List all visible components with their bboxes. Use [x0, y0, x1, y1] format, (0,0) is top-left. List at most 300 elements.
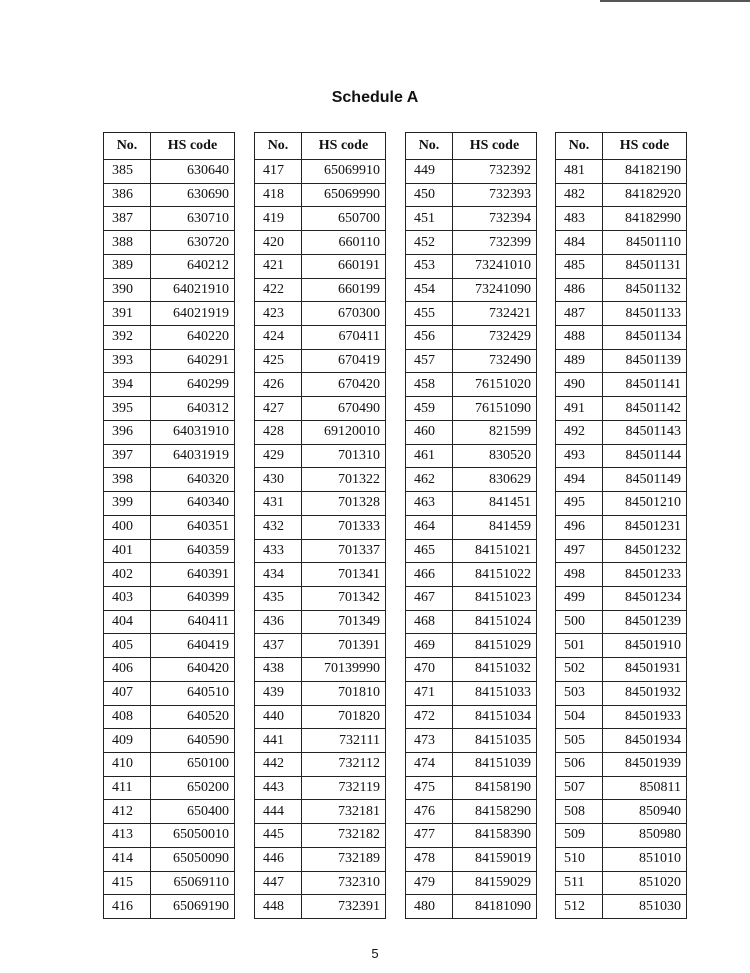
table-row [556, 658, 687, 682]
hs-code-cell: 640212 [151, 254, 235, 278]
row-number-cell: 460 [406, 420, 453, 444]
table-row [406, 231, 537, 255]
table-row [255, 302, 386, 326]
table-row [255, 468, 386, 492]
row-number-cell: 475 [406, 776, 453, 800]
hs-code-cell: 84501143 [603, 420, 687, 444]
row-number-cell: 405 [104, 634, 151, 658]
hs-code-cell: 640320 [151, 468, 235, 492]
hs-code-cell: 84151023 [453, 586, 537, 610]
hs-code-cell: 650400 [151, 800, 235, 824]
row-number-cell: 495 [556, 492, 603, 516]
table-row [255, 492, 386, 516]
hs-code-cell: 640340 [151, 492, 235, 516]
hs-code-cell: 84151021 [453, 539, 537, 563]
page-title: Schedule A [331, 89, 419, 106]
table-row [104, 539, 235, 563]
hs-code-cell: 65069190 [151, 895, 235, 919]
table-row [255, 539, 386, 563]
row-number-cell: 438 [255, 658, 302, 682]
hs-code-cell: 660110 [302, 231, 386, 255]
row-number-cell: 512 [556, 895, 603, 919]
row-number-cell: 385 [104, 160, 151, 184]
table-row [104, 752, 235, 776]
row-number-cell: 491 [556, 397, 603, 421]
row-number-cell: 446 [255, 847, 302, 871]
table-row [255, 634, 386, 658]
hs-code-cell: 850980 [603, 824, 687, 848]
table-row [255, 278, 386, 302]
hs-code-cell: 84182990 [603, 207, 687, 231]
table-row [406, 847, 537, 871]
row-number-cell: 400 [104, 515, 151, 539]
row-number-cell: 499 [556, 586, 603, 610]
row-number-cell: 396 [104, 420, 151, 444]
table-row [255, 871, 386, 895]
table-row [556, 420, 687, 444]
table-row [104, 563, 235, 587]
hs-code-cell: 640411 [151, 610, 235, 634]
hs-code-cell: 84501934 [603, 729, 687, 753]
hs-code-cell: 851010 [603, 847, 687, 871]
hs-code-cell: 64021910 [151, 278, 235, 302]
table-row [556, 539, 687, 563]
row-number-cell: 493 [556, 444, 603, 468]
hs-code-cell: 701328 [302, 492, 386, 516]
hs-code-cell: 701337 [302, 539, 386, 563]
hs-code-cell: 64021919 [151, 302, 235, 326]
row-number-cell: 458 [406, 373, 453, 397]
row-number-cell: 393 [104, 349, 151, 373]
table-row [406, 752, 537, 776]
row-number-cell: 504 [556, 705, 603, 729]
row-number-cell: 453 [406, 254, 453, 278]
table-row [406, 420, 537, 444]
hs-code-cell: 65069910 [302, 160, 386, 184]
hs-code-cell: 640520 [151, 705, 235, 729]
row-number-cell: 501 [556, 634, 603, 658]
hs-code-cell: 84501931 [603, 658, 687, 682]
row-number-cell: 427 [255, 397, 302, 421]
row-number-cell: 467 [406, 586, 453, 610]
row-number-cell: 484 [556, 231, 603, 255]
hs-code-cell: 640420 [151, 658, 235, 682]
hs-code-cell: 732399 [453, 231, 537, 255]
hs-code-cell: 65050010 [151, 824, 235, 848]
hs-code-cell: 640391 [151, 563, 235, 587]
hs-code-cell: 73241010 [453, 254, 537, 278]
hs-code-cell: 84501231 [603, 515, 687, 539]
row-number-cell: 428 [255, 420, 302, 444]
hs-code-cell: 850811 [603, 776, 687, 800]
hs-code-cell: 732119 [302, 776, 386, 800]
row-number-cell: 507 [556, 776, 603, 800]
row-number-cell: 508 [556, 800, 603, 824]
hs-code-cell: 640359 [151, 539, 235, 563]
table-row [104, 349, 235, 373]
table-row [255, 824, 386, 848]
hs-code-cell: 84158290 [453, 800, 537, 824]
row-number-cell: 437 [255, 634, 302, 658]
row-number-cell: 409 [104, 729, 151, 753]
hs-code-cell: 670490 [302, 397, 386, 421]
row-number-cell: 433 [255, 539, 302, 563]
table-row [406, 705, 537, 729]
row-number-cell: 439 [255, 681, 302, 705]
table-row [556, 824, 687, 848]
table-row [104, 776, 235, 800]
hs-code-cell: 84159029 [453, 871, 537, 895]
hs-code-cell: 84151035 [453, 729, 537, 753]
table-row [556, 681, 687, 705]
table-row [255, 373, 386, 397]
table-row [556, 349, 687, 373]
table-row [104, 729, 235, 753]
row-number-cell: 441 [255, 729, 302, 753]
table-row [255, 729, 386, 753]
hs-code-cell: 84182920 [603, 183, 687, 207]
hs-code-cell: 732391 [302, 895, 386, 919]
hs-code-cell: 84501233 [603, 563, 687, 587]
row-number-cell: 492 [556, 420, 603, 444]
hs-code-cell: 84501234 [603, 586, 687, 610]
hs-code-cell: 701391 [302, 634, 386, 658]
row-number-cell: 434 [255, 563, 302, 587]
row-number-cell: 404 [104, 610, 151, 634]
table-row [104, 160, 235, 184]
table-row [104, 302, 235, 326]
hs-code-cell: 84501110 [603, 231, 687, 255]
header-no: No. [104, 133, 151, 160]
hs-code-cell: 701810 [302, 681, 386, 705]
hs-code-cell: 701341 [302, 563, 386, 587]
table-row [556, 183, 687, 207]
table-row [556, 586, 687, 610]
table-row [556, 634, 687, 658]
row-number-cell: 511 [556, 871, 603, 895]
row-number-cell: 423 [255, 302, 302, 326]
row-number-cell: 415 [104, 871, 151, 895]
row-number-cell: 418 [255, 183, 302, 207]
row-number-cell: 451 [406, 207, 453, 231]
hs-code-cell: 84151039 [453, 752, 537, 776]
hs-code-cell: 830629 [453, 468, 537, 492]
hs-code-cell: 84151029 [453, 634, 537, 658]
table-row [556, 254, 687, 278]
hs-code-cell: 650200 [151, 776, 235, 800]
table-row [104, 515, 235, 539]
hs-code-cell: 84151032 [453, 658, 537, 682]
row-number-cell: 489 [556, 349, 603, 373]
table-row [104, 705, 235, 729]
table-row [556, 231, 687, 255]
hs-code-cell: 84181090 [453, 895, 537, 919]
hs-code-cell: 84182190 [603, 160, 687, 184]
table-row [556, 895, 687, 919]
row-number-cell: 444 [255, 800, 302, 824]
hs-code-table-4 [555, 132, 687, 919]
table-row [255, 207, 386, 231]
table-row [255, 397, 386, 421]
table-row [255, 800, 386, 824]
hs-code-cell: 84159019 [453, 847, 537, 871]
table-row [406, 444, 537, 468]
row-number-cell: 483 [556, 207, 603, 231]
table-row [556, 468, 687, 492]
table-row [556, 492, 687, 516]
table-row [556, 160, 687, 184]
row-number-cell: 424 [255, 326, 302, 350]
table-header-row [255, 133, 386, 160]
row-number-cell: 454 [406, 278, 453, 302]
table-row [104, 326, 235, 350]
table-row [406, 207, 537, 231]
page-number: 5 [371, 946, 379, 961]
row-number-cell: 395 [104, 397, 151, 421]
row-number-cell: 510 [556, 847, 603, 871]
table-row [556, 729, 687, 753]
hs-code-cell: 732421 [453, 302, 537, 326]
table-row [255, 254, 386, 278]
hs-code-cell: 732429 [453, 326, 537, 350]
row-number-cell: 503 [556, 681, 603, 705]
table-row [255, 752, 386, 776]
hs-code-cell: 84501132 [603, 278, 687, 302]
row-number-cell: 387 [104, 207, 151, 231]
hs-code-cell: 701322 [302, 468, 386, 492]
table-row [255, 895, 386, 919]
row-number-cell: 408 [104, 705, 151, 729]
table-row [104, 492, 235, 516]
hs-code-cell: 640399 [151, 586, 235, 610]
hs-code-cell: 73241090 [453, 278, 537, 302]
table-row [406, 160, 537, 184]
table-row [104, 231, 235, 255]
table-row [556, 705, 687, 729]
row-number-cell: 463 [406, 492, 453, 516]
table-row [104, 800, 235, 824]
row-number-cell: 473 [406, 729, 453, 753]
table-row [556, 610, 687, 634]
table-row [104, 444, 235, 468]
hs-code-cell: 69120010 [302, 420, 386, 444]
hs-code-cell: 84501232 [603, 539, 687, 563]
row-number-cell: 478 [406, 847, 453, 871]
row-number-cell: 430 [255, 468, 302, 492]
hs-code-cell: 640351 [151, 515, 235, 539]
hs-code-cell: 701349 [302, 610, 386, 634]
hs-code-cell: 841459 [453, 515, 537, 539]
table-row [104, 895, 235, 919]
hs-code-cell: 84158190 [453, 776, 537, 800]
row-number-cell: 464 [406, 515, 453, 539]
row-number-cell: 485 [556, 254, 603, 278]
hs-code-cell: 84501149 [603, 468, 687, 492]
hs-code-cell: 851020 [603, 871, 687, 895]
hs-code-cell: 701310 [302, 444, 386, 468]
table-row [104, 847, 235, 871]
row-number-cell: 496 [556, 515, 603, 539]
hs-code-cell: 84151024 [453, 610, 537, 634]
table-row [255, 705, 386, 729]
hs-code-cell: 630710 [151, 207, 235, 231]
hs-code-cell: 660191 [302, 254, 386, 278]
row-number-cell: 461 [406, 444, 453, 468]
table-row [406, 468, 537, 492]
row-number-cell: 403 [104, 586, 151, 610]
hs-code-cell: 640299 [151, 373, 235, 397]
hs-code-cell: 701342 [302, 586, 386, 610]
table-row [255, 231, 386, 255]
table-row [556, 752, 687, 776]
hs-code-cell: 84501133 [603, 302, 687, 326]
row-number-cell: 471 [406, 681, 453, 705]
table-row [556, 302, 687, 326]
hs-code-cell: 640590 [151, 729, 235, 753]
row-number-cell: 466 [406, 563, 453, 587]
row-number-cell: 401 [104, 539, 151, 563]
table-row [255, 160, 386, 184]
table-header-row [406, 133, 537, 160]
row-number-cell: 419 [255, 207, 302, 231]
table-row [255, 515, 386, 539]
row-number-cell: 455 [406, 302, 453, 326]
table-row [406, 515, 537, 539]
hs-code-cell: 821599 [453, 420, 537, 444]
row-number-cell: 440 [255, 705, 302, 729]
row-number-cell: 443 [255, 776, 302, 800]
row-number-cell: 482 [556, 183, 603, 207]
row-number-cell: 442 [255, 752, 302, 776]
hs-code-cell: 630690 [151, 183, 235, 207]
table-row [104, 183, 235, 207]
hs-code-cell: 850940 [603, 800, 687, 824]
row-number-cell: 413 [104, 824, 151, 848]
top-edge-line [600, 0, 750, 2]
hs-code-cell: 841451 [453, 492, 537, 516]
header-hs-code: HS code [302, 133, 386, 160]
row-number-cell: 481 [556, 160, 603, 184]
hs-code-cell: 84501210 [603, 492, 687, 516]
table-row [255, 681, 386, 705]
hs-code-cell: 670419 [302, 349, 386, 373]
table-row [406, 492, 537, 516]
table-row [104, 634, 235, 658]
table-row [556, 776, 687, 800]
table-row [255, 183, 386, 207]
hs-code-cell: 70139990 [302, 658, 386, 682]
hs-code-cell: 660199 [302, 278, 386, 302]
hs-code-cell: 732111 [302, 729, 386, 753]
row-number-cell: 422 [255, 278, 302, 302]
row-number-cell: 462 [406, 468, 453, 492]
hs-code-cell: 640220 [151, 326, 235, 350]
table-row [104, 373, 235, 397]
hs-code-cell: 84501139 [603, 349, 687, 373]
row-number-cell: 472 [406, 705, 453, 729]
row-number-cell: 488 [556, 326, 603, 350]
row-number-cell: 420 [255, 231, 302, 255]
hs-code-cell: 640312 [151, 397, 235, 421]
hs-code-cell: 64031910 [151, 420, 235, 444]
table-row [104, 397, 235, 421]
table-row [556, 207, 687, 231]
hs-code-cell: 732310 [302, 871, 386, 895]
table-row [556, 563, 687, 587]
hs-code-cell: 630640 [151, 160, 235, 184]
hs-code-cell: 65050090 [151, 847, 235, 871]
row-number-cell: 457 [406, 349, 453, 373]
hs-code-table-1 [103, 132, 235, 919]
hs-code-cell: 84151033 [453, 681, 537, 705]
hs-code-cell: 84501144 [603, 444, 687, 468]
row-number-cell: 406 [104, 658, 151, 682]
hs-code-cell: 851030 [603, 895, 687, 919]
row-number-cell: 500 [556, 610, 603, 634]
table-row [556, 871, 687, 895]
row-number-cell: 429 [255, 444, 302, 468]
header-no: No. [406, 133, 453, 160]
hs-code-cell: 670411 [302, 326, 386, 350]
row-number-cell: 494 [556, 468, 603, 492]
row-number-cell: 490 [556, 373, 603, 397]
hs-code-cell: 732189 [302, 847, 386, 871]
row-number-cell: 391 [104, 302, 151, 326]
hs-code-cell: 84501932 [603, 681, 687, 705]
hs-code-cell: 84501933 [603, 705, 687, 729]
hs-code-cell: 84501939 [603, 752, 687, 776]
row-number-cell: 474 [406, 752, 453, 776]
header-hs-code: HS code [151, 133, 235, 160]
row-number-cell: 509 [556, 824, 603, 848]
row-number-cell: 417 [255, 160, 302, 184]
hs-code-table-3 [405, 132, 537, 919]
table-row [406, 326, 537, 350]
table-row [255, 349, 386, 373]
table-row [406, 634, 537, 658]
row-number-cell: 421 [255, 254, 302, 278]
hs-code-cell: 732393 [453, 183, 537, 207]
table-row [556, 326, 687, 350]
row-number-cell: 450 [406, 183, 453, 207]
header-hs-code: HS code [603, 133, 687, 160]
row-number-cell: 505 [556, 729, 603, 753]
hs-code-cell: 732392 [453, 160, 537, 184]
table-row [406, 610, 537, 634]
table-row [104, 681, 235, 705]
hs-code-cell: 84501239 [603, 610, 687, 634]
row-number-cell: 398 [104, 468, 151, 492]
table-row [104, 871, 235, 895]
hs-code-cell: 830520 [453, 444, 537, 468]
row-number-cell: 392 [104, 326, 151, 350]
hs-code-cell: 65069110 [151, 871, 235, 895]
row-number-cell: 506 [556, 752, 603, 776]
row-number-cell: 390 [104, 278, 151, 302]
hs-code-cell: 640510 [151, 681, 235, 705]
table-row [406, 397, 537, 421]
table-row [104, 824, 235, 848]
table-row [255, 658, 386, 682]
hs-code-cell: 701333 [302, 515, 386, 539]
row-number-cell: 502 [556, 658, 603, 682]
row-number-cell: 410 [104, 752, 151, 776]
header-hs-code: HS code [453, 133, 537, 160]
hs-code-cell: 701820 [302, 705, 386, 729]
row-number-cell: 432 [255, 515, 302, 539]
row-number-cell: 425 [255, 349, 302, 373]
row-number-cell: 407 [104, 681, 151, 705]
